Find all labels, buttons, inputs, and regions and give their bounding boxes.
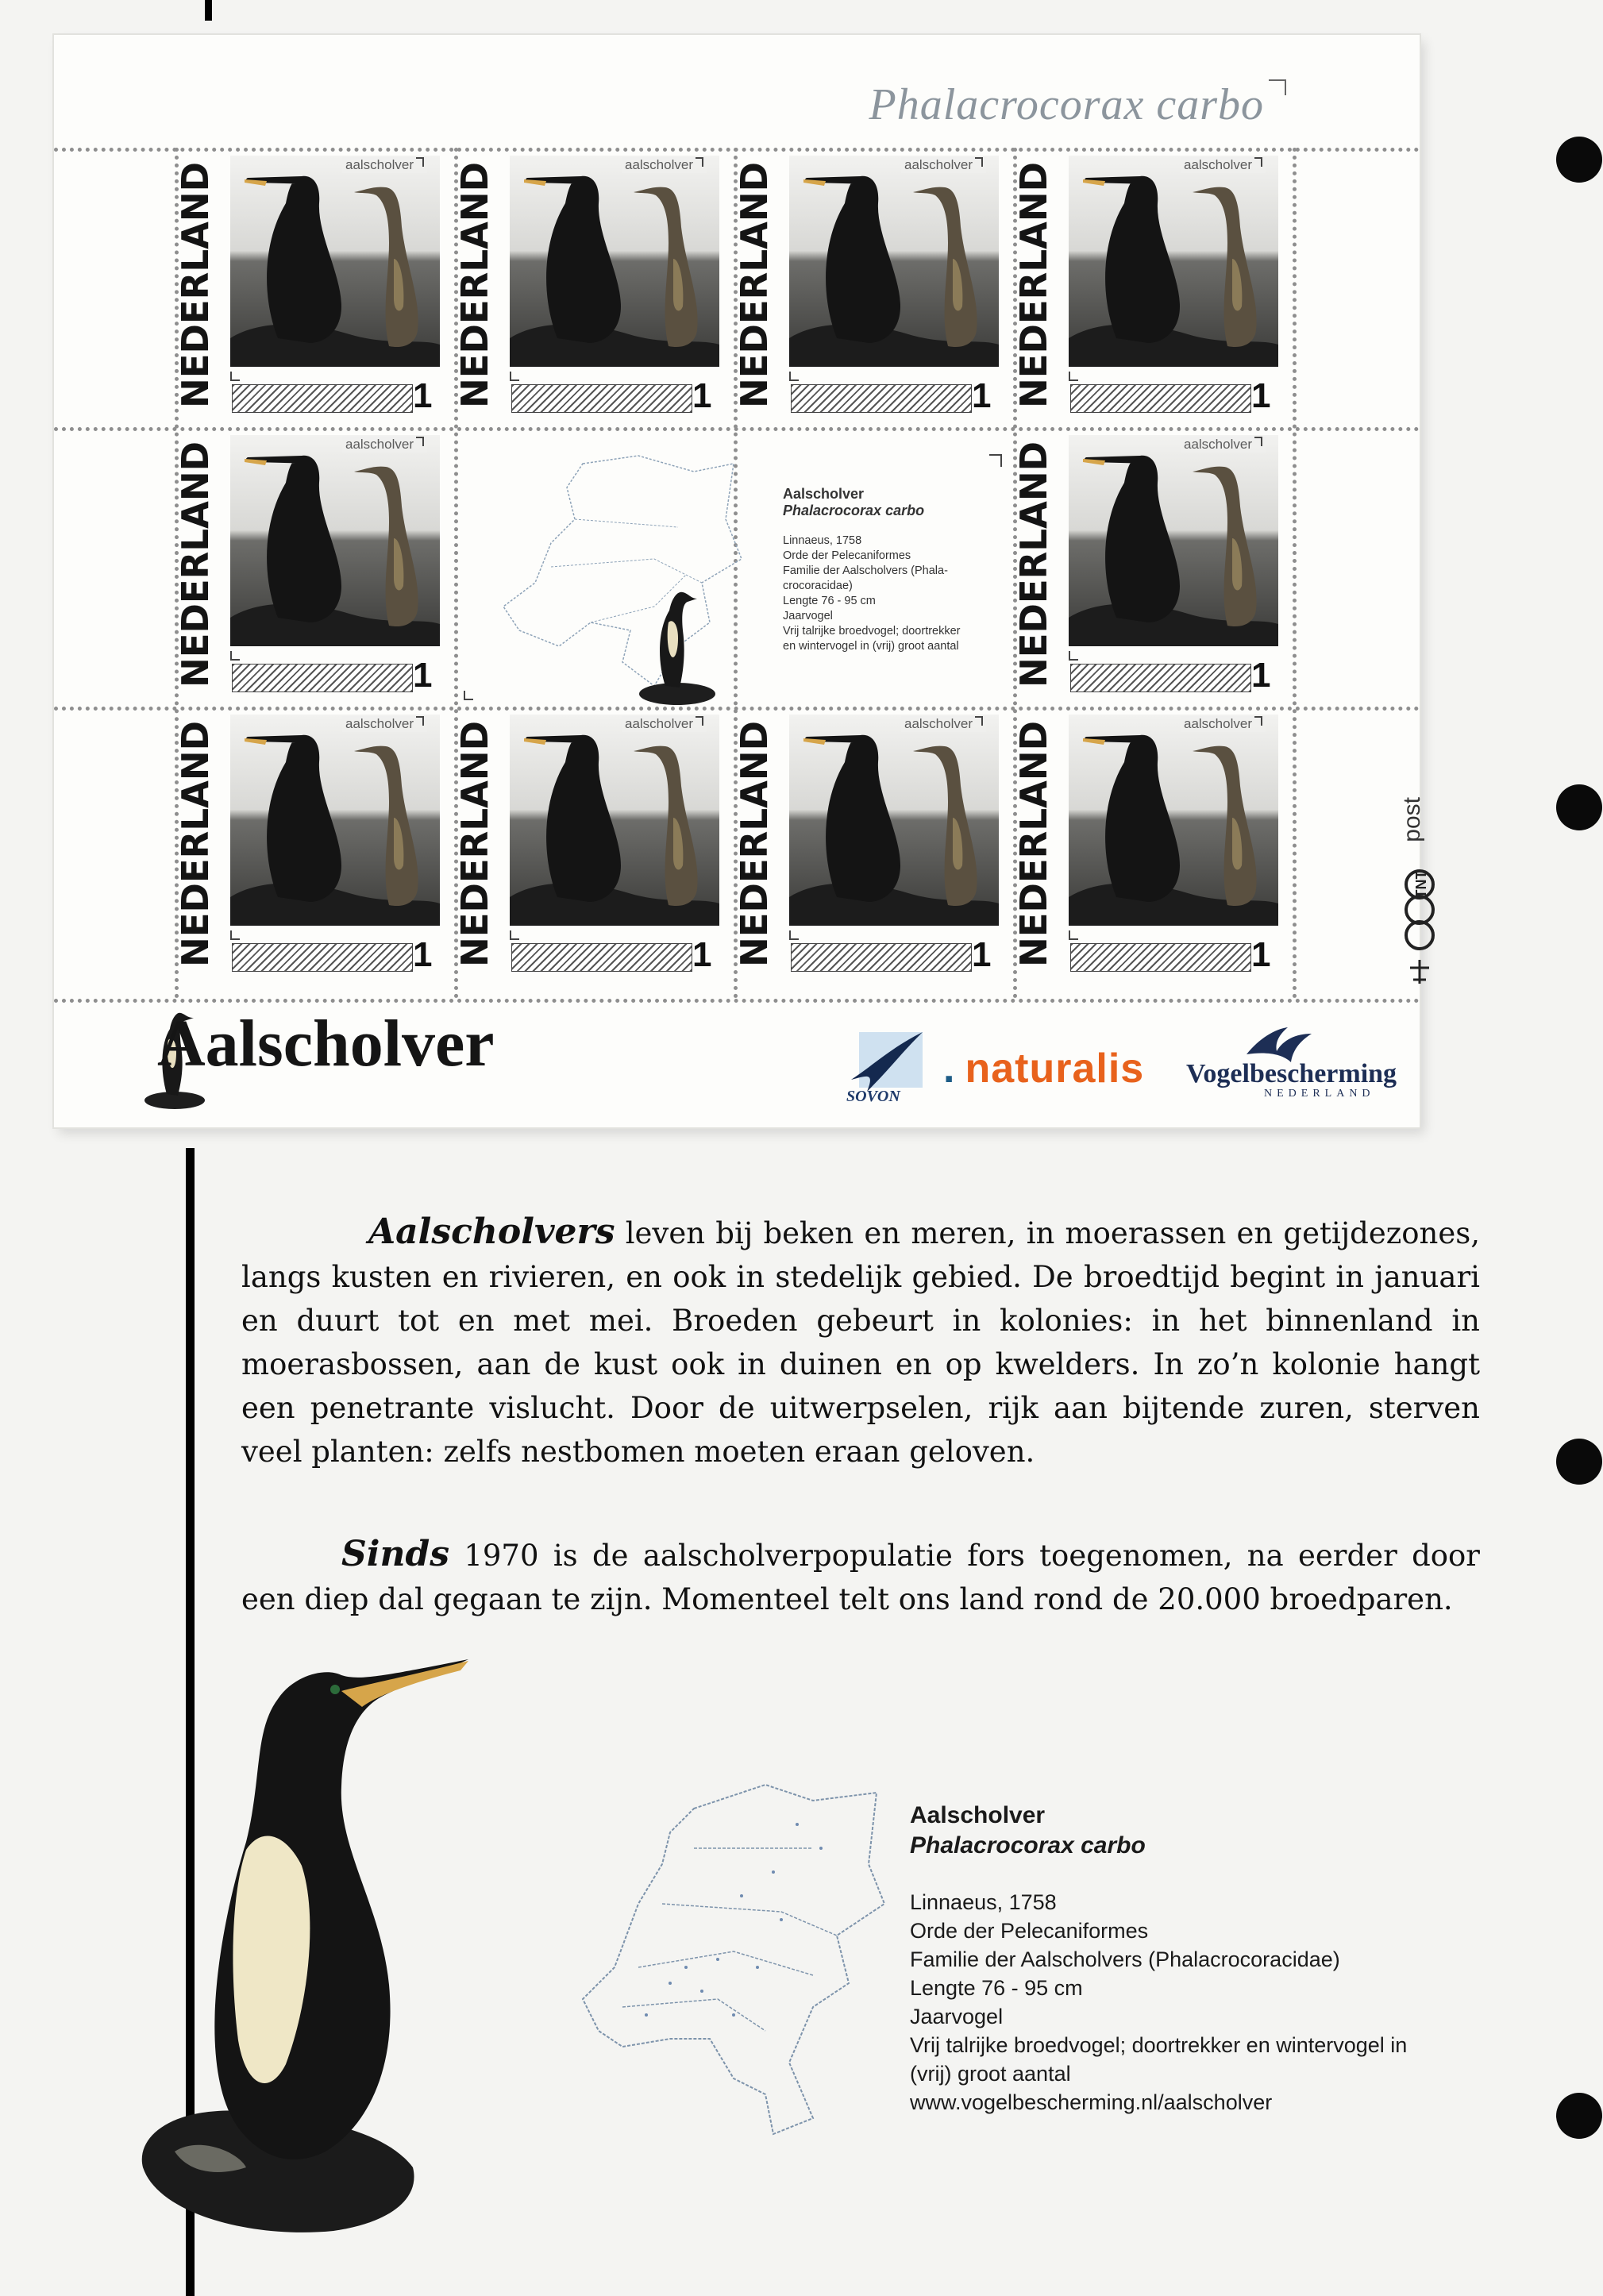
species-name: Aalscholver [783, 486, 865, 502]
svg-text:NEDERLAND: NEDERLAND [733, 715, 776, 967]
cormorant-small-illustration [634, 575, 721, 710]
svg-text:NEDERLAND: NEDERLAND [174, 436, 217, 688]
species-scientific: Phalacrocorax carbo [783, 503, 925, 518]
cormorant-stamp-image [1069, 435, 1278, 646]
detail-line: Vrij talrijke broedvogel; doortrekker [783, 625, 961, 638]
stamp [1013, 432, 1275, 694]
stamp-barcode [511, 943, 692, 972]
stamp [175, 152, 437, 414]
stamp-label: aalscholver [901, 716, 986, 732]
species-info [910, 1802, 1407, 2117]
stamp-corner-mark [230, 651, 240, 661]
paragraph-lead: Aalscholvers [368, 1212, 615, 1252]
svg-text:NEDERLAND: NEDERLAND [174, 715, 217, 967]
cormorant-stamp-image [789, 715, 999, 926]
stamp-value: 1 [413, 656, 433, 695]
svg-text:NEDERLAND: NEDERLAND [453, 156, 496, 408]
stamp [734, 152, 996, 414]
stamp-label: aalscholver [342, 157, 427, 173]
svg-text:NEDERLAND: NEDERLAND [1012, 436, 1055, 688]
stamp-country [1012, 715, 1069, 970]
stamp-country [733, 156, 789, 411]
vogelbescherming-sub: NEDERLAND [1264, 1088, 1375, 1100]
stamp-country [174, 715, 230, 970]
tnt-post-logo [1396, 789, 1443, 996]
stamp-barcode [1070, 664, 1251, 692]
sheet-footer-title: Aalscholver [157, 1007, 495, 1081]
stamp-corner-mark [1069, 930, 1078, 940]
stamp-label: aalscholver [1181, 716, 1266, 732]
detail-line: Linnaeus, 1758 [910, 1890, 1057, 1914]
stamp-value: 1 [692, 935, 712, 974]
stamp-country [733, 715, 789, 970]
detail-line: Linnaeus, 1758 [783, 534, 862, 547]
stamp [454, 711, 716, 973]
cormorant-stamp-image [510, 715, 719, 926]
stamp-corner-mark [789, 930, 799, 940]
stamp [1013, 152, 1275, 414]
sheet-title: Phalacrocorax carbo [869, 79, 1287, 130]
svg-text:NEDERLAND: NEDERLAND [1012, 156, 1055, 408]
detail-line: Familie der Aalscholvers (Phalacrocoracidae) [910, 1947, 1340, 1971]
detail-line: Familie der Aalscholvers (Phala- [783, 564, 948, 577]
svg-text:NEDERLAND: NEDERLAND [733, 156, 776, 408]
stamp-country [1012, 435, 1069, 691]
cormorant-stamp-image [230, 156, 440, 367]
stamp-country [453, 715, 510, 970]
stamp-value: 1 [413, 935, 433, 974]
stamp-value: 1 [972, 376, 992, 415]
vogelbescherming-name: Vogelbescherming [1186, 1059, 1397, 1088]
cormorant-stamp-image [1069, 156, 1278, 367]
stamp-label: aalscholver [901, 157, 986, 173]
svg-text:NEDERLAND: NEDERLAND [174, 156, 217, 408]
stamp-corner-mark [230, 372, 240, 381]
punch-hole [1556, 2093, 1602, 2139]
detail-line: Lengte 76 - 95 cm [910, 1976, 1083, 2000]
stamp-barcode [232, 664, 413, 692]
stamp-country [1012, 156, 1069, 411]
cormorant-stamp-image [789, 156, 999, 367]
sovon-name: SOVON [846, 1088, 900, 1105]
stamp-label: aalscholver [1181, 157, 1266, 173]
stamp-label: aalscholver [342, 716, 427, 732]
paragraph-population [241, 1532, 1480, 1621]
detail-line: (vrij) groot aantal [910, 2062, 1071, 2086]
stamp-country [174, 435, 230, 691]
detail-line: Orde der Pelecaniformes [910, 1919, 1149, 1943]
stamp-corner-mark [510, 930, 519, 940]
detail-line: Orde der Pelecaniformes [783, 549, 911, 562]
stamp-value: 1 [1251, 935, 1271, 974]
naturalis-logo: . naturalis [943, 1046, 1145, 1092]
stamp-corner-mark [1069, 372, 1078, 381]
svg-text:post: post [1399, 797, 1425, 842]
stamp-barcode [232, 943, 413, 972]
svg-text:NEDERLAND: NEDERLAND [1012, 715, 1055, 967]
punch-hole [1556, 784, 1602, 830]
stamp-sheet [54, 35, 1429, 1127]
detail-line: Lengte 76 - 95 cm [783, 595, 876, 607]
stamp-barcode [1070, 384, 1251, 413]
cormorant-stamp-image [230, 715, 440, 926]
stamp [175, 711, 437, 973]
stamp-info-panel [783, 486, 1005, 654]
paragraph-lead: Sinds [341, 1534, 450, 1574]
stamp-country [174, 156, 230, 411]
stamp-label: aalscholver [622, 716, 707, 732]
stamp-label: aalscholver [1181, 437, 1266, 453]
punch-hole [1556, 137, 1602, 183]
punch-hole [1556, 1439, 1602, 1485]
stamp-barcode [1070, 943, 1251, 972]
paragraph-body: leven bij beken en meren, in moerassen en getijdezones, langs kusten en rivieren, en ook in stedelijk gebied. De broedtijd begint in januari en duurt tot en met mei. Broeden gebeurt in kolonies: in het binnenland in moerasbossen, aan de kust ook in duinen en op kwelders. In zo’n kolonie hangt een penetrante vislucht. Door de uitwerpselen, rijk aan bijtende zuren, sterven veel planten: zelfs nestbomen moeten eraan geloven. [241, 1216, 1480, 1469]
detail-line: en wintervogel in (vrij) groot aantal [783, 640, 959, 653]
perforation [54, 999, 1420, 1003]
stamp-barcode [791, 943, 972, 972]
stamp-barcode [232, 384, 413, 413]
stamp-corner-mark [789, 372, 799, 381]
species-scientific: Phalacrocorax carbo [910, 1832, 1146, 1859]
stamp [175, 432, 437, 694]
stamp-corner-mark [1069, 651, 1078, 661]
stamp-value: 1 [1251, 376, 1271, 415]
species-details [910, 1888, 1407, 2117]
stamp-value: 1 [413, 376, 433, 415]
tnt-letter-t: TNT [1413, 870, 1429, 899]
detail-line: Jaarvogel [783, 610, 833, 622]
stamp-barcode [791, 384, 972, 413]
stamp-country [453, 156, 510, 411]
species-name: Aalscholver [910, 1802, 1046, 1828]
stamp [734, 711, 996, 973]
stamp [1013, 711, 1275, 973]
stamp-corner-mark [230, 930, 240, 940]
stamp-corner-mark [510, 372, 519, 381]
detail-line: crocoracidae) [783, 580, 853, 592]
svg-text:NEDERLAND: NEDERLAND [453, 715, 496, 967]
cormorant-stamp-image [510, 156, 719, 367]
distribution-map [575, 1777, 892, 2142]
species-details [783, 534, 1005, 654]
stamp-value: 1 [692, 376, 712, 415]
stamp-label: aalscholver [342, 437, 427, 453]
center-corner-mark [989, 454, 1002, 467]
paragraph-body: 1970 is de aalscholverpopulatie fors toegenomen, na eerder door een diep dal gegaan te zijn. Momenteel telt ons land rond de 20.000 broedparen. [241, 1539, 1480, 1616]
detail-line: www.vogelbescherming.nl/aalscholver [910, 2090, 1273, 2114]
stamp-value: 1 [972, 935, 992, 974]
perforation [1293, 148, 1297, 999]
stamp-value: 1 [1251, 656, 1271, 695]
cormorant-stamp-image [1069, 715, 1278, 926]
center-corner-mark [464, 691, 473, 700]
detail-line: Vrij talrijke broedvogel; doortrekker en wintervogel in [910, 2033, 1408, 2057]
detail-line: Jaarvogel [910, 2005, 1004, 2028]
cormorant-large-illustration [127, 1643, 500, 2263]
paragraph-habitat [241, 1210, 1480, 1474]
stamp-label: aalscholver [622, 157, 707, 173]
cormorant-stamp-image [230, 435, 440, 646]
stamp-barcode [511, 384, 692, 413]
stamp [454, 152, 716, 414]
top-rule [205, 0, 212, 21]
